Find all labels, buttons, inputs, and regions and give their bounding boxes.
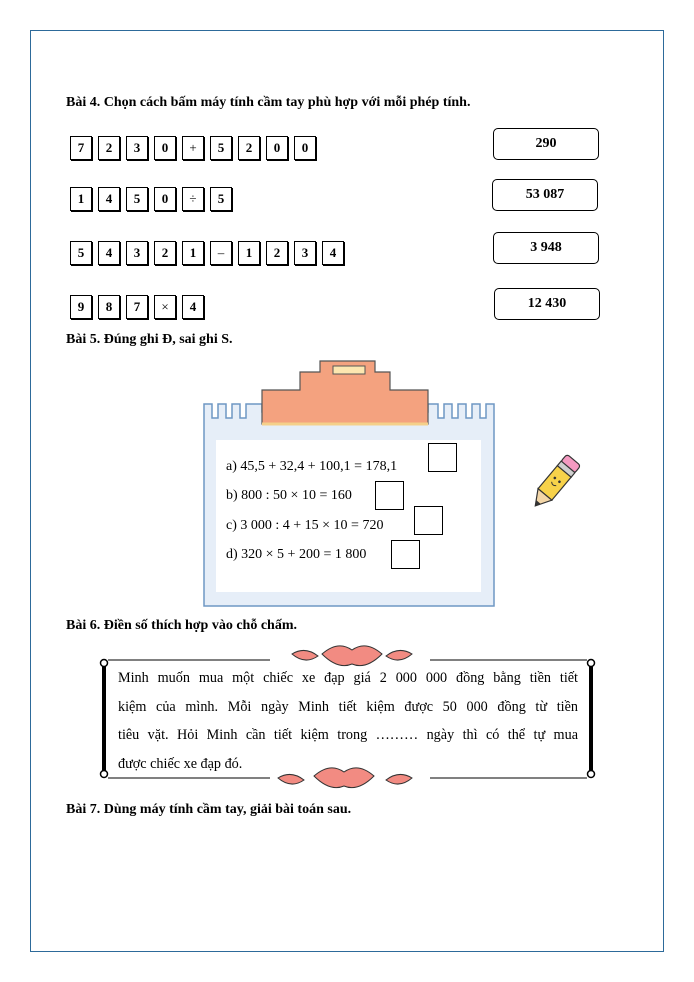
calc-key[interactable]: 5 — [210, 187, 232, 211]
answer-box-b[interactable] — [375, 481, 404, 510]
calc-key[interactable]: + — [182, 136, 204, 160]
calc-key[interactable]: 1 — [70, 187, 92, 211]
calc-key[interactable]: 0 — [154, 187, 176, 211]
calc-key[interactable]: 0 — [154, 136, 176, 160]
result-box-2[interactable]: 53 087 — [492, 179, 598, 211]
calc-key[interactable]: 1 — [182, 241, 204, 265]
calc-key[interactable]: ÷ — [182, 187, 204, 211]
bai6-heading: Bài 6. Điền số thích hợp vào chỗ chấm. — [66, 618, 297, 633]
result-box-4[interactable]: 12 430 — [494, 288, 600, 320]
calc-key[interactable]: 2 — [154, 241, 176, 265]
calc-key[interactable]: 7 — [70, 136, 92, 160]
calc-key[interactable]: 0 — [294, 136, 316, 160]
calc-key[interactable]: 5 — [70, 241, 92, 265]
story-text — [118, 664, 578, 778]
statement-d: d) 320 × 5 + 200 = 1 800 — [226, 547, 367, 562]
calc-key[interactable]: 4 — [182, 295, 204, 319]
story-line-3[interactable]: tiêu vặt. Hỏi Minh cần tiết kiệm trong ……… ngày thì có thể tự mua — [118, 727, 578, 743]
calc-key[interactable]: 3 — [126, 136, 148, 160]
clip-slot — [333, 366, 365, 374]
calc-key[interactable]: 2 — [98, 136, 120, 160]
story-line-4: được chiếc xe đạp đó. — [118, 755, 243, 772]
result-box-1[interactable]: 290 — [493, 128, 599, 160]
calc-key[interactable]: 5 — [210, 136, 232, 160]
story-line-1: Minh muốn mua một chiếc xe đạp giá 2 000 000 đồng bằng tiền tiết — [118, 670, 578, 686]
statement-b: b) 800 : 50 × 10 = 160 — [226, 488, 352, 503]
pencil-icon — [528, 454, 580, 512]
bai4-heading: Bài 4. Chọn cách bấm máy tính cầm tay phù hợp với mỗi phép tính. — [66, 95, 471, 110]
calc-key[interactable]: × — [154, 295, 176, 319]
story-line-2: kiệm của mình. Mỗi ngày Minh tiết kiệm được 50 000 đồng từ tiền — [118, 698, 578, 715]
bai7-heading: Bài 7. Dùng máy tính cầm tay, giải bài toán sau. — [66, 802, 352, 817]
calc-key[interactable]: 5 — [126, 187, 148, 211]
calc-key[interactable]: 3 — [126, 241, 148, 265]
bai5-heading: Bài 5. Đúng ghi Đ, sai ghi S. — [66, 332, 233, 347]
result-box-3[interactable]: 3 948 — [493, 232, 599, 264]
calc-key[interactable]: 7 — [126, 295, 148, 319]
calc-key[interactable]: 1 — [238, 241, 260, 265]
statement-c: c) 3 000 : 4 + 15 × 10 = 720 — [226, 518, 384, 533]
calc-key[interactable]: 3 — [294, 241, 316, 265]
calc-key[interactable]: 4 — [322, 241, 344, 265]
calc-key[interactable]: 4 — [98, 187, 120, 211]
answer-box-a[interactable] — [428, 443, 457, 472]
calc-key[interactable]: 9 — [70, 295, 92, 319]
top-hearts-ornament — [292, 646, 412, 666]
answer-box-c[interactable] — [414, 506, 443, 535]
calc-key[interactable]: 8 — [98, 295, 120, 319]
calc-key[interactable]: 2 — [266, 241, 288, 265]
statement-a: a) 45,5 + 32,4 + 100,1 = 178,1 — [226, 459, 398, 474]
calc-key[interactable]: 2 — [238, 136, 260, 160]
answer-box-d[interactable] — [391, 540, 420, 569]
calc-key[interactable]: 0 — [266, 136, 288, 160]
calc-key[interactable]: 4 — [98, 241, 120, 265]
calc-key[interactable]: – — [210, 241, 232, 265]
